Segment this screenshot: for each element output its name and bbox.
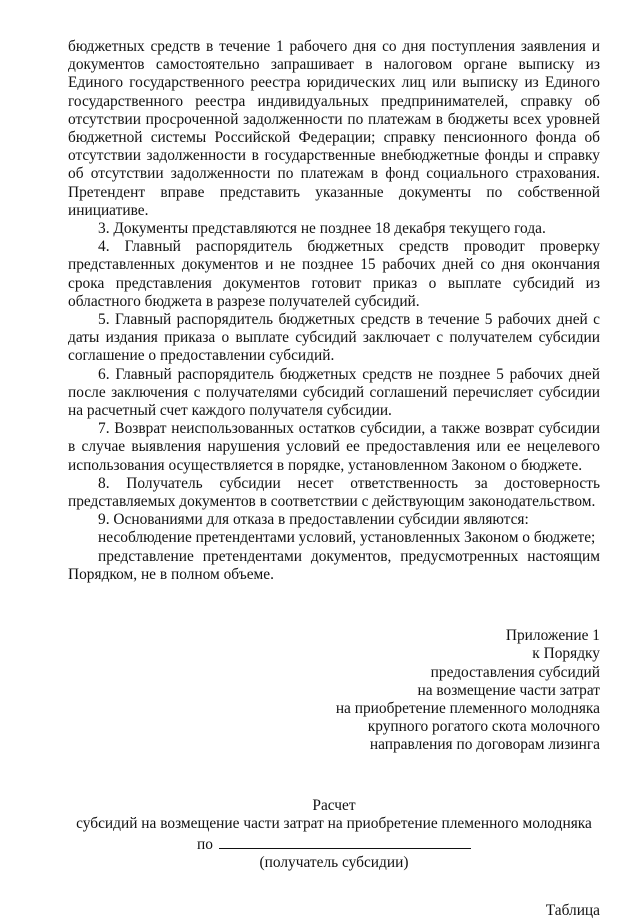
calc-subtitle: субсидий на возмещение части затрат на приобретение племенного молодняка: [76, 814, 592, 832]
paragraph-reason-1: несоблюдение претендентами условий, установленных Законом о бюджете;: [98, 529, 596, 547]
table-label: Таблица: [545, 902, 600, 920]
appendix-line: предоставления субсидий: [430, 663, 600, 681]
appendix-line: направления по договорам лизинга: [369, 736, 600, 754]
appendix-line: крупного рогатого скота молочного: [367, 718, 600, 736]
paragraph-item-5: 5. Главный распорядитель бюджетных средств в течение 5 рабочих дней с даты издания приказа о выплате субсидий заключает с получателем субсидии соглашение о предоставлении субсидий.: [68, 311, 600, 365]
paragraph-item-6: 6. Главный распорядитель бюджетных средств не позднее 5 рабочих дней после заключения с получателями субсидий соглашений перечисляет субсидии на расчетный счет каждого получателя субсидии.: [68, 365, 600, 420]
appendix-line: Приложение 1: [505, 627, 600, 645]
calc-recipient-note: (получатель субсидии): [259, 854, 409, 872]
paragraph-item-7: 7. Возврат неиспользованных остатков субсидии, а также возврат субсидии в случае выявления нарушения условий ее предоставления или ее нецелевого использования осуществляется в порядке, установленном Законом о бюджете.: [68, 420, 600, 474]
appendix-header: [68, 627, 600, 754]
paragraph-item-3: 3. Документы представляются не позднее 18 декабря текущего года.: [98, 220, 546, 238]
paragraph-reason-2: представление претендентами документов, предусмотренных настоящим Порядком, не в полном объеме.: [68, 547, 600, 583]
paragraph-item-4: 4. Главный распорядитель бюджетных средств проводит проверку представленных документов и не позднее 15 рабочих дней со дня окончания срока представления документов готовит приказ о выплате субсидий из областного бюджета в разрезе получателей субсидий.: [68, 238, 600, 310]
calc-title: Расчет: [312, 796, 356, 814]
calc-po-label: по: [197, 835, 213, 853]
body-text: [68, 38, 600, 584]
appendix-line: на приобретение племенного молодняка: [335, 699, 600, 717]
recipient-blank-line: [219, 833, 471, 849]
appendix-line: к Порядку: [532, 645, 600, 663]
paragraph-item-8: 8. Получатель субсидии несет ответственность за достоверность представляемых документов в соответствии с действующим законодательством.: [68, 474, 600, 511]
appendix-line: на возмещение части затрат: [417, 681, 600, 699]
paragraph-item-9: 9. Основаниями для отказа в предоставлении субсидии являются:: [98, 511, 529, 529]
calc-recipient-row: [68, 833, 600, 854]
paragraph-continuation: бюджетных средств в течение 1 рабочего дня со дня поступления заявления и документов самостоятельно запрашивает в налоговом органе выписку из Единого государственного реестра юридических лиц или выписку из Единого государственного реестра индивидуальных предпринимателей, справку об отсутствии просроченной задолженности по платежам в бюджеты всех уровней бюджетной системы Российской Федерации; справку пенсионного фонда об отсутствии задолженности в государственные внебюджетные фонды и справку об отсутствии задолженности по платежам в фонд социального страхования. Претендент вправе представить указанные документы по собственной инициативе.: [68, 38, 600, 219]
calculation-heading: [68, 797, 600, 873]
